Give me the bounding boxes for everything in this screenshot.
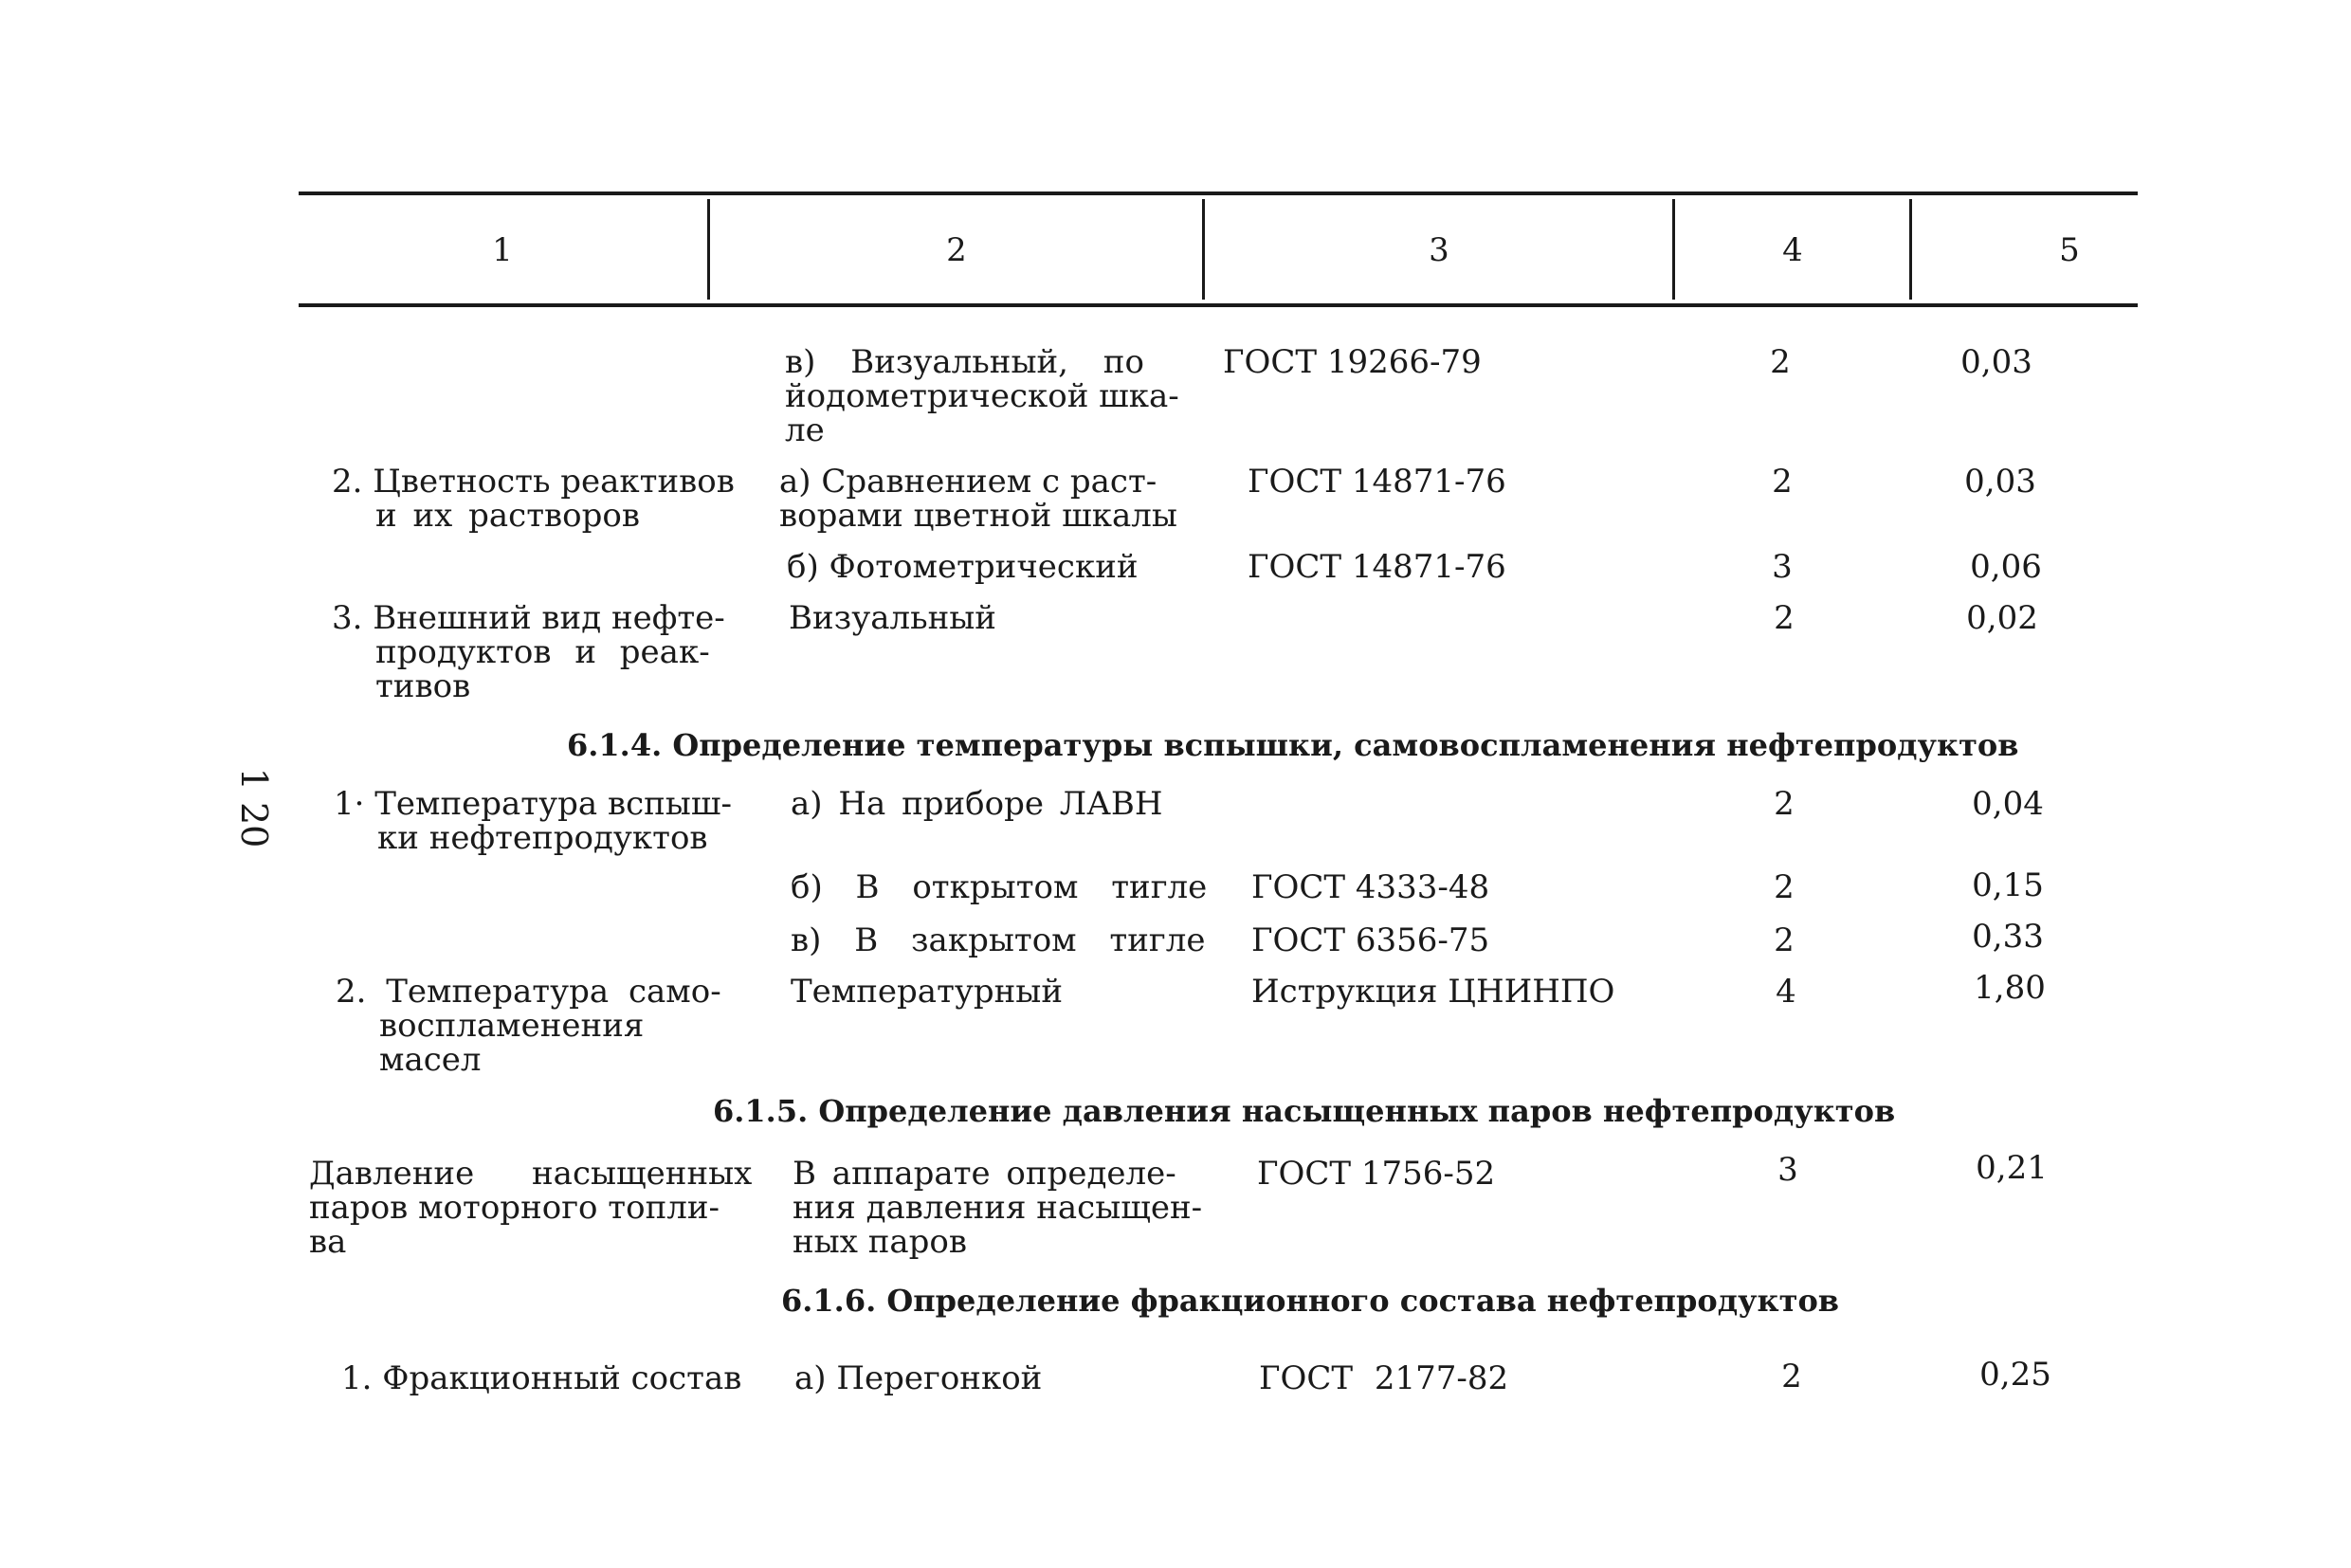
hours-cell: 4: [1776, 973, 1796, 1011]
method-cell: в) В закрытом тигле: [791, 921, 1206, 959]
standard-cell: ГОСТ 2177-82: [1259, 1359, 1509, 1397]
coefficient-cell: 0,03: [1964, 463, 2036, 501]
column-header-2: 2: [946, 231, 967, 269]
column-divider-1: [707, 199, 710, 300]
hours-cell: 2: [1774, 785, 1795, 823]
hours-cell: 2: [1774, 868, 1795, 906]
hours-cell: 2: [1774, 599, 1795, 637]
standard-cell: Иструкция ЦНИНПО: [1251, 973, 1615, 1011]
indicator-cell: ки нефтепродуктов: [377, 819, 708, 857]
coefficient-cell: 0,03: [1960, 343, 2032, 381]
method-cell: а) Перегонкой: [794, 1359, 1043, 1397]
coefficient-cell: 0,21: [1976, 1149, 2048, 1187]
method-cell: ных паров: [793, 1223, 968, 1261]
table-top-rule: [299, 191, 2138, 195]
standard-cell: ГОСТ 4333-48: [1251, 868, 1490, 906]
method-cell: ния давления насыщен-: [793, 1189, 1203, 1227]
hours-cell: 2: [1770, 343, 1791, 381]
indicator-cell: 2. Цветность реактивов: [332, 463, 735, 501]
method-cell: ворами цветной шкалы: [779, 497, 1177, 535]
column-divider-2: [1202, 199, 1205, 300]
standard-cell: ГОСТ 1756-52: [1257, 1155, 1496, 1193]
section-heading-6-1-6: 6.1.6. Определение фракционного состава нефтепродуктов: [781, 1283, 1840, 1319]
standard-cell: ГОСТ 14871-76: [1248, 463, 1506, 501]
page-number: 1 20: [233, 767, 275, 848]
hours-cell: 2: [1772, 463, 1793, 501]
method-cell: б) В открытом тигле: [791, 868, 1208, 906]
indicator-cell: паров моторного топли-: [309, 1189, 720, 1227]
hours-cell: 2: [1774, 921, 1795, 959]
section-heading-6-1-5: 6.1.5. Определение давления насыщенных паров нефтепродуктов: [713, 1093, 1896, 1129]
indicator-cell: масел: [379, 1041, 482, 1079]
indicator-cell: тивов: [375, 667, 471, 705]
method-cell: а) Сравнением с раст-: [779, 463, 1157, 501]
coefficient-cell: 1,80: [1974, 969, 2046, 1007]
column-divider-4: [1909, 199, 1912, 300]
coefficient-cell: 0,06: [1970, 548, 2042, 586]
coefficient-cell: 0,25: [1979, 1356, 2051, 1394]
coefficient-cell: 0,04: [1972, 785, 2044, 823]
method-cell: В аппарате определе-: [793, 1155, 1176, 1193]
indicator-cell: 1. Фракционный состав: [341, 1359, 742, 1397]
hours-cell: 2: [1781, 1358, 1802, 1395]
indicator-cell: продуктов и реак-: [375, 633, 710, 671]
section-heading-6-1-4: 6.1.4. Определение температуры вспышки, самовоспламенения нефтепродуктов: [567, 727, 2019, 763]
method-cell: в) Визуальный, по: [785, 343, 1144, 381]
indicator-cell: и их растворов: [375, 497, 640, 535]
standard-cell: ГОСТ 14871-76: [1248, 548, 1506, 586]
indicator-cell: Давление насыщенных: [309, 1155, 753, 1193]
hours-cell: 3: [1772, 548, 1793, 586]
indicator-cell: воспламенения: [379, 1007, 645, 1045]
indicator-cell: 2. Температура само-: [336, 973, 721, 1011]
method-cell: б) Фотометрический: [787, 548, 1139, 586]
standard-cell: ГОСТ 19266-79: [1223, 343, 1482, 381]
column-divider-3: [1672, 199, 1675, 300]
column-header-3: 3: [1429, 231, 1449, 269]
method-cell: йодометрической шка-: [785, 377, 1179, 415]
standard-cell: ГОСТ 6356-75: [1251, 921, 1490, 959]
table-header-rule: [299, 303, 2138, 307]
indicator-cell: 1· Температура вспыш-: [334, 785, 732, 823]
column-header-5: 5: [2059, 231, 2080, 269]
indicator-cell: 3. Внешний вид нефте-: [332, 599, 725, 637]
coefficient-cell: 0,15: [1972, 866, 2044, 904]
coefficient-cell: 0,33: [1972, 918, 2044, 956]
method-cell: Температурный: [791, 973, 1064, 1011]
method-cell: а) На приборе ЛАВН: [791, 785, 1163, 823]
method-cell: Визуальный: [789, 599, 996, 637]
coefficient-cell: 0,02: [1966, 599, 2038, 637]
indicator-cell: ва: [309, 1223, 347, 1261]
column-header-1: 1: [492, 231, 513, 269]
hours-cell: 3: [1777, 1151, 1798, 1189]
method-cell: ле: [785, 411, 825, 449]
column-header-4: 4: [1782, 231, 1803, 269]
